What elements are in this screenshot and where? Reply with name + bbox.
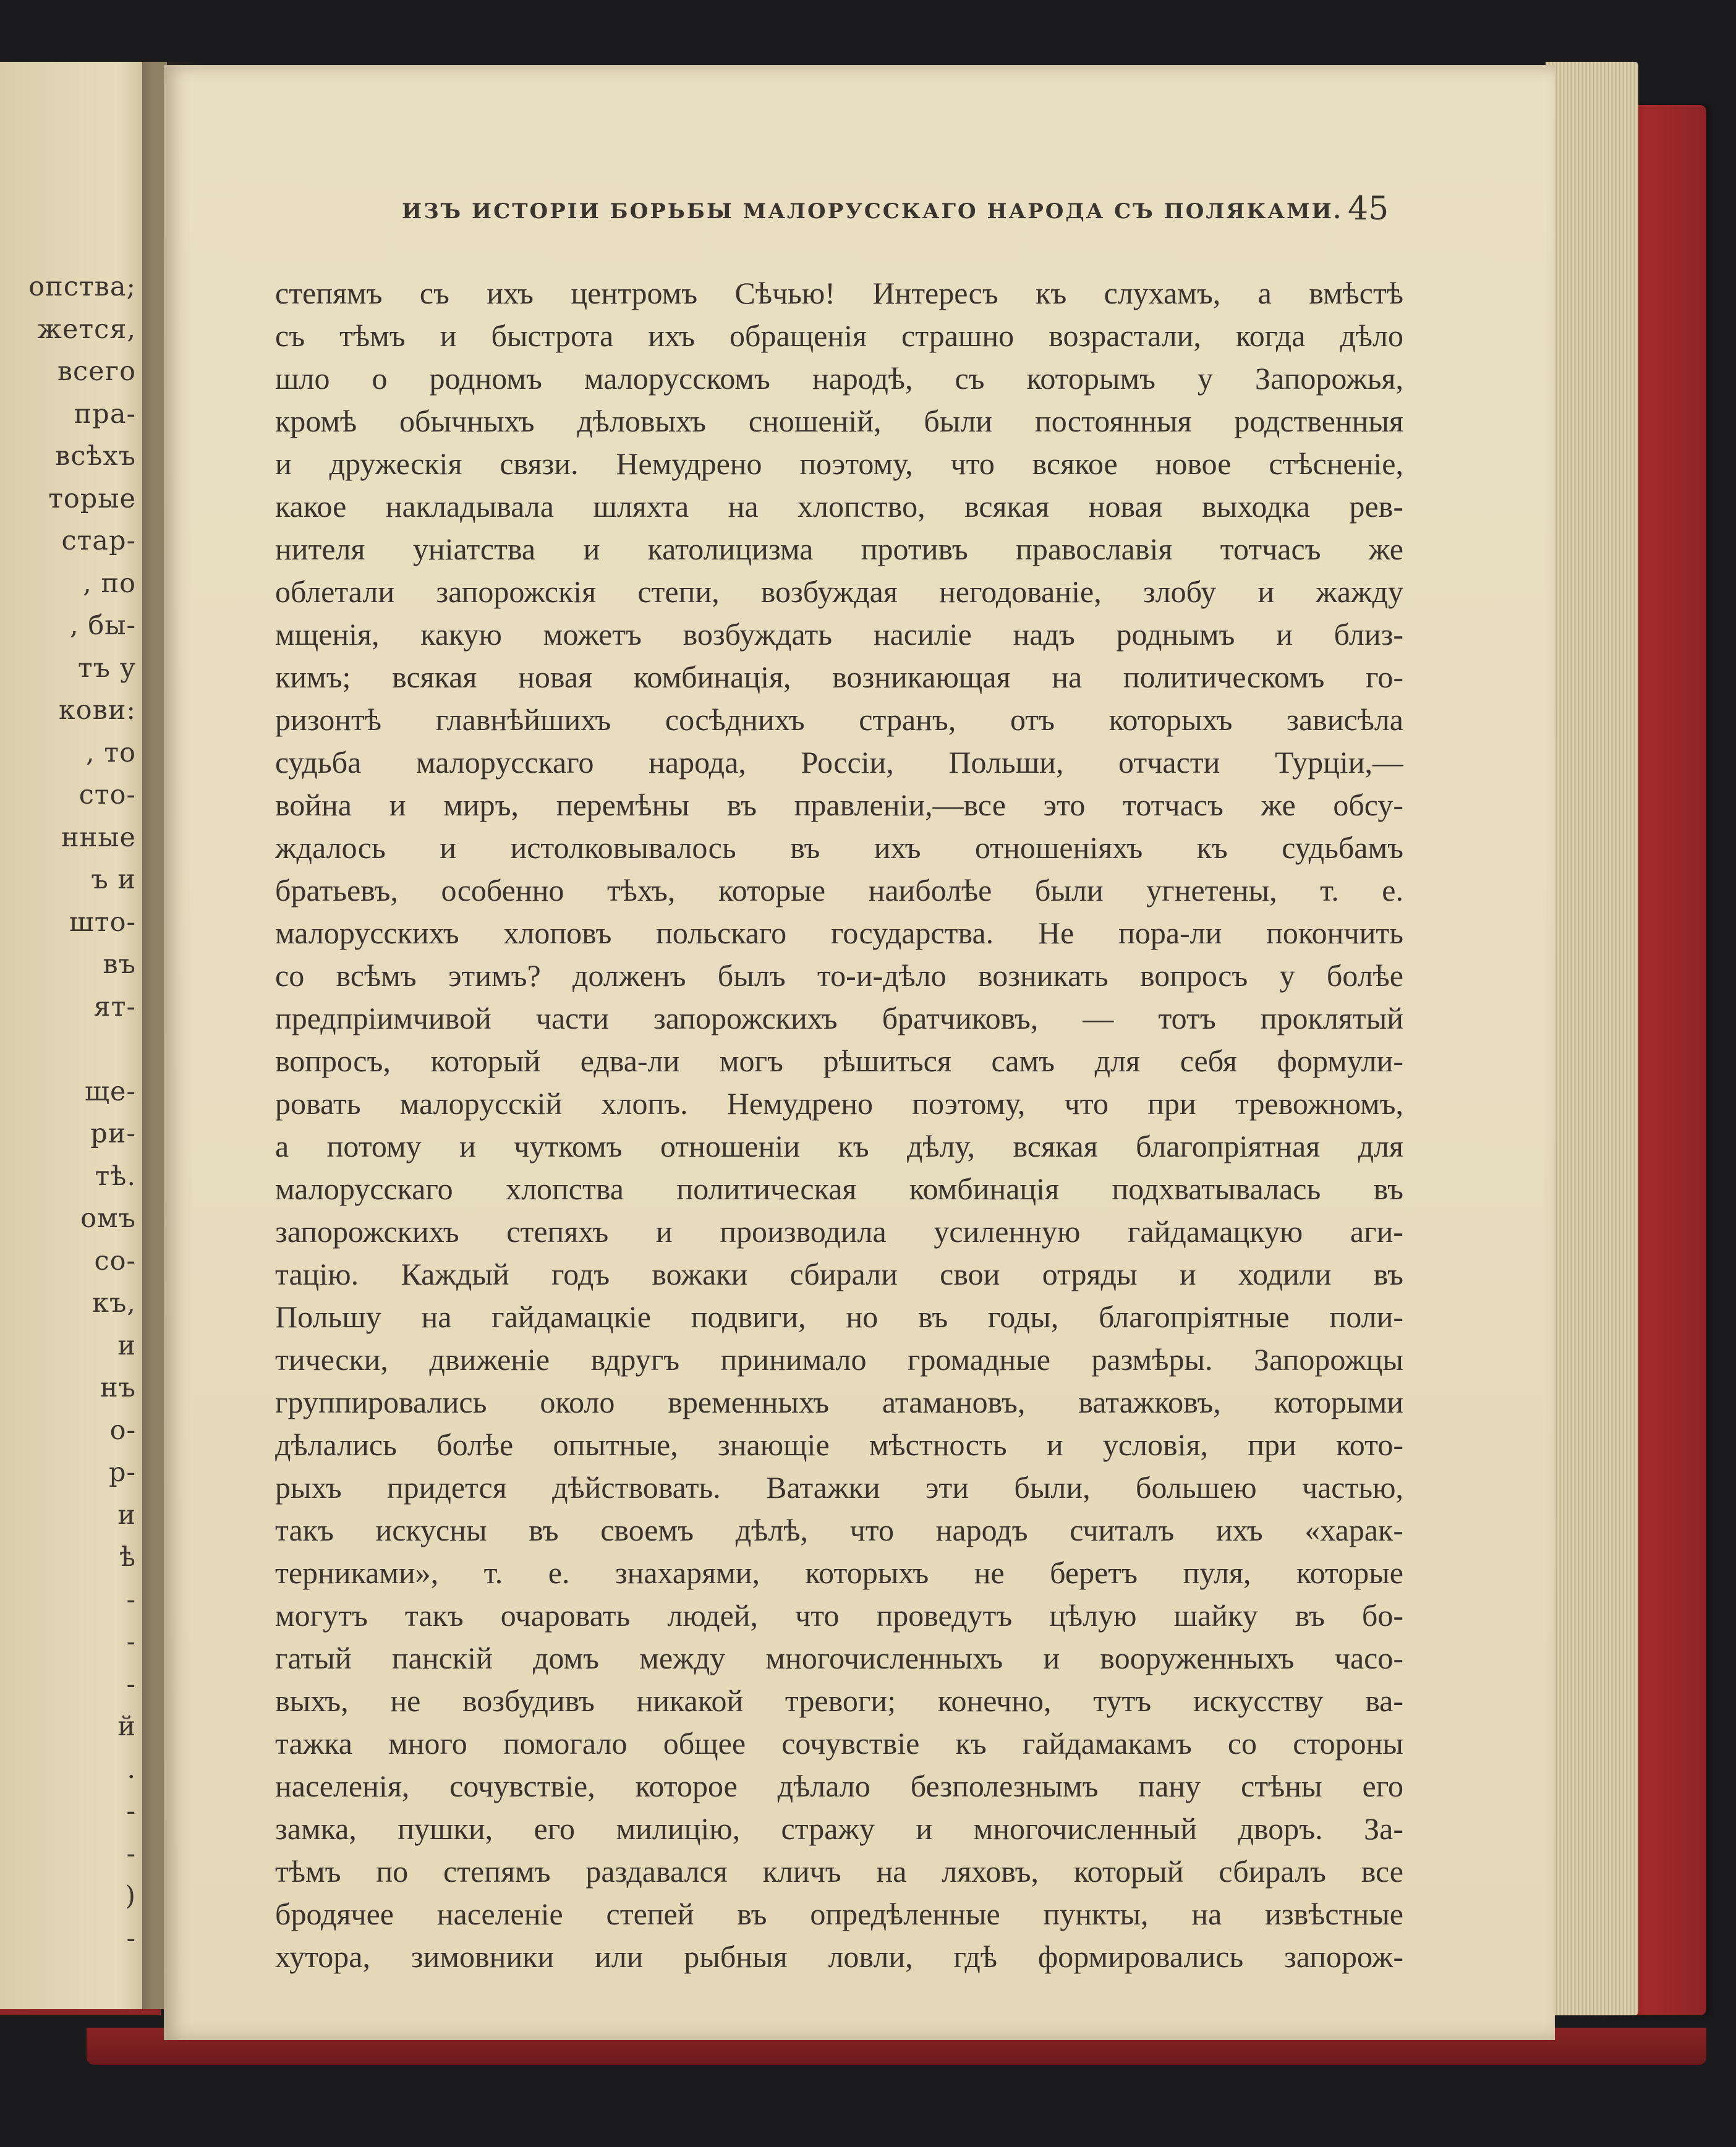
running-head: ИЗЪ ИСТОРІИ БОРЬБЫ МАЛОРУССКАГО НАРОДА СЪ ПОЛЯКАМИ. bbox=[402, 199, 1343, 224]
text-line: кромѣ обычныхъ дѣловыхъ сношеній, были постоянныя родственныя bbox=[275, 404, 1403, 438]
text-line: бродячее населеніе степей въ опредѣленные пункты, на извѣстные bbox=[275, 1897, 1403, 1931]
previous-page-line-fragment: къ, bbox=[92, 1288, 136, 1319]
previous-page-line-fragment: - bbox=[126, 1626, 136, 1657]
previous-page-line-fragment: о- bbox=[109, 1414, 136, 1446]
text-line: тажка много помогало общее сочувствіе къ гайдамакамъ со стороны bbox=[275, 1726, 1403, 1761]
previous-page-line-fragment: омъ bbox=[80, 1203, 136, 1234]
text-line: братьевъ, особенно тѣхъ, которые наиболѣе были угнетены, т. е. bbox=[275, 873, 1403, 908]
previous-page-line-fragment: - bbox=[126, 1923, 136, 1954]
text-line: группировались около временныхъ атамановъ, ватажковъ, которыми bbox=[275, 1385, 1403, 1419]
text-line: съ тѣмъ и быстрота ихъ обращенія страшно возрастали, когда дѣло bbox=[275, 318, 1403, 353]
previous-page-line-fragment: ) bbox=[125, 1881, 136, 1911]
previous-page-line-fragment: кови: bbox=[58, 695, 136, 726]
previous-page-line-fragment: - bbox=[126, 1669, 136, 1700]
text-line: рыхъ придется дѣйствовать. Ватажки эти были, большею частью, bbox=[275, 1470, 1403, 1505]
previous-page-line-fragment: торые bbox=[48, 483, 136, 514]
previous-page-line-fragment: и bbox=[117, 1499, 136, 1531]
previous-page-line-fragment: - bbox=[126, 1796, 136, 1827]
previous-page-line-fragment: , бы- bbox=[70, 610, 136, 641]
previous-page-line-fragment: всего bbox=[57, 356, 136, 387]
previous-page-line-fragment: , то bbox=[85, 737, 136, 768]
text-line: такъ искусны въ своемъ дѣлѣ, что народъ считалъ ихъ «харак- bbox=[275, 1513, 1403, 1547]
previous-page-line-fragment: нные bbox=[61, 822, 136, 853]
text-line: тѣмъ по степямъ раздавался кличъ на ляховъ, который сбиралъ все bbox=[275, 1854, 1403, 1889]
text-line: облетали запорожскія степи, возбуждая негодованіе, злобу и жажду bbox=[275, 574, 1403, 609]
text-line: какое накладывала шляхта на хлопство, всякая новая выходка рев- bbox=[275, 489, 1403, 524]
previous-page-line-fragment: тѣ. bbox=[95, 1160, 136, 1192]
previous-page-text-fragments bbox=[0, 266, 136, 1960]
text-line: малорусскихъ хлоповъ польскаго государства. Не пора-ли покончить bbox=[275, 916, 1403, 950]
text-line: малорусскаго хлопства политическая комбинація подхватывалась въ bbox=[275, 1171, 1403, 1206]
text-line: терниками», т. е. знахарями, которыхъ не беретъ пуля, которые bbox=[275, 1555, 1403, 1590]
previous-page-line-fragment: - bbox=[126, 1584, 136, 1615]
previous-page-line-fragment: опства; bbox=[28, 271, 136, 302]
text-line: замка, пушки, его милицію, стражу и многочисленный дворъ. За- bbox=[275, 1811, 1403, 1846]
previous-page-line-fragment: , по bbox=[83, 568, 136, 599]
text-line: тически, движеніе вдругъ принимало громадные размѣры. Запорожцы bbox=[275, 1342, 1403, 1377]
previous-page-line-fragment: сто- bbox=[79, 780, 136, 810]
text-line: война и миръ, перемѣны въ правленіи,—все это тотчасъ же обсу- bbox=[275, 788, 1403, 822]
previous-page-line-fragment: ят- bbox=[93, 991, 136, 1022]
text-line: ризонтѣ главнѣйшихъ сосѣднихъ странъ, отъ которыхъ зависѣла bbox=[275, 702, 1403, 737]
text-line: ровать малорусскій хлопъ. Немудрено поэтому, что при тревожномъ, bbox=[275, 1086, 1403, 1121]
previous-page-line-fragment: ъ и bbox=[91, 864, 136, 895]
previous-page-line-fragment: въ bbox=[103, 949, 136, 980]
text-line: и дружескія связи. Немудрено поэтому, что всякое новое стѣсненіе, bbox=[275, 446, 1403, 481]
text-line: Польшу на гайдамацкіе подвиги, но въ годы, благопріятные поли- bbox=[275, 1299, 1403, 1334]
previous-page-line-fragment: р- bbox=[108, 1457, 136, 1488]
previous-page-line-fragment: всѣхъ bbox=[55, 441, 136, 472]
text-line: нителя уніатства и католицизма противъ православія тотчасъ же bbox=[275, 532, 1403, 566]
text-line: выхъ, не возбудивъ никакой тревоги; конечно, тутъ искусству ва- bbox=[275, 1683, 1403, 1718]
previous-page-line-fragment: стар- bbox=[61, 525, 136, 556]
text-line: гатый панскій домъ между многочисленныхъ и вооруженныхъ часо- bbox=[275, 1641, 1403, 1675]
text-line: со всѣмъ этимъ? долженъ былъ то-и-дѣло возникать вопросъ у болѣе bbox=[275, 958, 1403, 993]
text-line: населенія, сочувствіе, которое дѣлало безполезнымъ пану стѣны его bbox=[275, 1769, 1403, 1803]
text-line: хутора, зимовники или рыбныя ловли, гдѣ формировались запорож- bbox=[275, 1939, 1403, 1974]
previous-page-line-fragment: што- bbox=[69, 906, 136, 938]
text-line: предпріимчивой части запорожскихъ братчиковъ, — тотъ проклятый bbox=[275, 1001, 1403, 1035]
text-line: мщенія, какую можетъ возбуждать насиліе надъ роднымъ и близ- bbox=[275, 617, 1403, 652]
previous-page-line-fragment: нъ bbox=[100, 1372, 136, 1403]
text-line: ждалось и истолковывалось въ ихъ отношеніяхъ къ судьбамъ bbox=[275, 830, 1403, 865]
text-line: судьба малорусскаго народа, Россіи, Польши, отчасти Турціи,— bbox=[275, 745, 1403, 780]
previous-page-line-fragment: жется, bbox=[37, 313, 136, 345]
previous-page-line-fragment: со- bbox=[94, 1245, 136, 1277]
previous-page-line-fragment: тъ у bbox=[77, 652, 136, 684]
previous-page-line-fragment: - bbox=[126, 1838, 136, 1869]
previous-page-line-fragment: й bbox=[117, 1711, 136, 1742]
text-line: запорожскихъ степяхъ и производила усиленную гайдамацкую аги- bbox=[275, 1214, 1403, 1249]
text-line: вопросъ, который едва-ли могъ рѣшиться самъ для себя формули- bbox=[275, 1044, 1403, 1078]
previous-page-line-fragment: ѣ bbox=[119, 1542, 136, 1573]
page-stack-edges bbox=[1546, 62, 1638, 2015]
previous-page-line-fragment: пра- bbox=[74, 398, 136, 430]
previous-page-line-fragment: и bbox=[117, 1330, 136, 1361]
text-line: степямъ съ ихъ центромъ Сѣчью! Интересъ къ слухамъ, а вмѣстѣ bbox=[275, 276, 1403, 310]
previous-page-line-fragment: ри- bbox=[90, 1118, 136, 1149]
text-line: а потому и чуткомъ отношеніи къ дѣлу, всякая благопріятная для bbox=[275, 1129, 1403, 1163]
page-number: 45 bbox=[1348, 190, 1389, 227]
text-line: кимъ; всякая новая комбинація, возникающая на политическомъ го- bbox=[275, 660, 1403, 694]
previous-page-line-fragment: ще- bbox=[85, 1076, 136, 1107]
text-line: дѣлались болѣе опытные, знающіе мѣстность и условія, при кото- bbox=[275, 1427, 1403, 1462]
previous-page-line-fragment bbox=[0, 1028, 136, 1071]
previous-page-line-fragment: . bbox=[127, 1753, 136, 1785]
text-line: тацію. Каждый годъ вожаки сбирали свои отряды и ходили въ bbox=[275, 1257, 1403, 1291]
text-line: могутъ такъ очаровать людей, что проведутъ цѣлую шайку въ бо- bbox=[275, 1598, 1403, 1633]
page-body-text bbox=[275, 272, 1403, 1978]
text-line: шло о родномъ малорусскомъ народѣ, съ которымъ у Запорожья, bbox=[275, 361, 1403, 396]
